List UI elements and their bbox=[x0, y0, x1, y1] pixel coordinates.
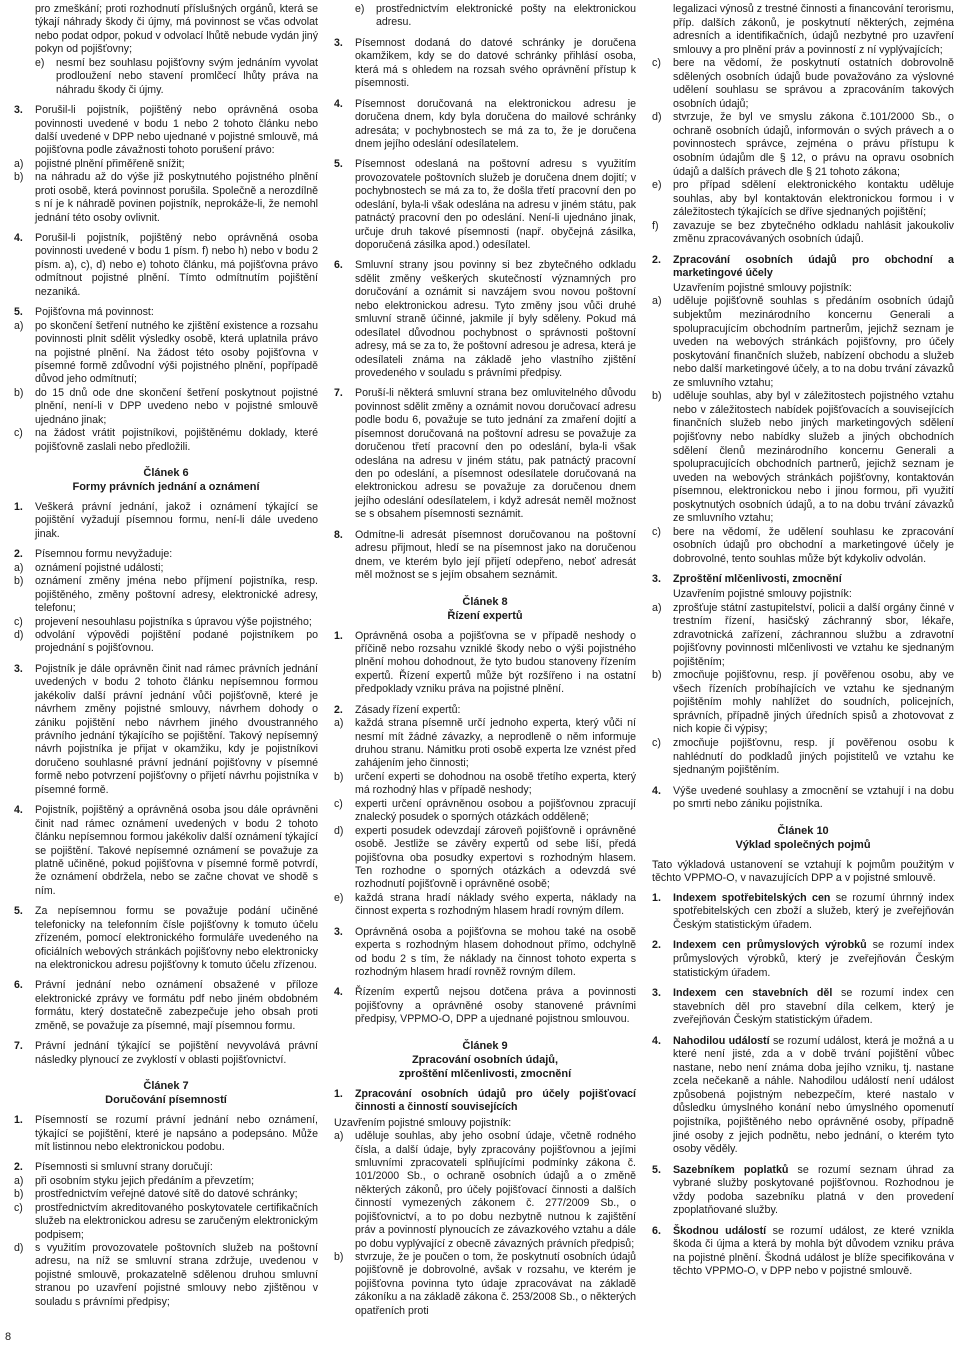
list-item: d) stvrzuje, že byl ve smyslu zákona č.101/2000 Sb., o ochraně osobních údajů, informován o svých právech a o povinnostech správce, zejména o právu přístupu k osobním údajům dle § 12, o právu na opravu osobních údajů a dalších právech dle § 21 tohoto zákona; bbox=[652, 111, 954, 178]
article-10-heading: Článek 10 Výklad společných pojmů bbox=[735, 824, 871, 851]
list-item: c) projevení nesouhlasu pojistníka s úpravou výše pojistného; bbox=[14, 615, 312, 628]
clause-9-1: 1. Zpracování osobních údajů pro účely pojišťovací činnosti a činností souvisejících bbox=[334, 1087, 636, 1114]
clause-4: 4. Porušil-li pojistník, pojištěný nebo oprávněná osoba povinnosti uvedené v bodu 1 písm. f) nebo h) nebo v bodu 2 písm. a), c), d) nebo e) tohoto článku, má pojišťovna právo odmítnout pojistné plnění. Tímto odmítnutím pojištění nezaniká. bbox=[14, 232, 318, 298]
list-item: c) prostřednictvím akreditovaného poskytovatele certifikačních služeb na elektronickou adresu se zaručeným elektronickým podpisem; bbox=[14, 1201, 318, 1241]
clause-8-2: 2. Zásady řízení expertů: a) každá strana písemně určí jednoho experta, který vůči ní nesmí mít žádné závazky, a neprodleně o něm informuje druhou stranu. Námitku proti osobě experta lze vznést před zahájením jeho činnosti; b) určení experti se dohodnou na osobě třetího experta, který má rozhodný hlas v případě neshody; c) experti určení oprávněnou osobou a pojišťovnou zpracují znalecký posudek o sporných otázkách odděleně; d) experti posudek odevzdají zároveň pojišťovně i oprávněné osobě. Jestliže se závěry expertů od sebe liší, předá pojišťovna oba posudky expertovi s rozhodným hlasem. Ten rozhodne o sporných otázkách a odevzdá své rozhodnutí pojišťovně i oprávněné osobě; e) každá strana hradí náklady svého experta, náklady na činnost experta s rozhodným hlasem hradí rovným dílem. bbox=[334, 703, 636, 918]
column-right bbox=[652, 3, 954, 1286]
list-item: c) bere na vědomí, že udělení souhlasu ke zpracování osobních údajů pro obchodní a marketingové účely je dobrovolné, tento souhlas může být kdykoliv odvolán. bbox=[652, 525, 954, 565]
clause-7-1: 1. Písemností se rozumí právní jednání nebo oznámení, týkající se pojištění, které je napsáno a podepsáno. Může mít listinnou nebo elektronickou podobu. bbox=[14, 1114, 318, 1153]
definition-1: 1. Indexem spotřebitelských cen se rozumí úhrnný index spotřebitelských cen zboží a služeb, který je zveřejňován Českým statistickým úřadem. bbox=[652, 891, 954, 931]
column-middle bbox=[334, 3, 636, 1318]
definition-6: 6. Škodnou událostí se rozumí událost, ze které vznikla škoda či újma a která by mohla být důvodem vzniku práva na pojistné plnění. Škodná událost je blíže specifikována v těchto VPPMO-O, v DPP nebo v pojistné smlouvě. bbox=[652, 1224, 955, 1278]
column-left bbox=[14, 3, 318, 1316]
list-item: b) zmocňuje pojišťovnu, resp. jí pověřenou osobu, aby ve všech řízeních probíhajících ve vztahu ke sjednaným pojištěním mohly nahlížet do soudních, policejních, správních, případně jiných úředních spisů a zhotovovat z nich kopie či výpisy; bbox=[652, 669, 954, 736]
clause-6-3: 3. Pojistník je dále oprávněn činit nad rámec právních jednání uvedených v bodu 2 tohoto článku nepísemnou formou jakékoliv další právní jednání vůči pojišťovně, které je návrhem změny pojistné smlouvy, návrhem dohody o zániku pojištění nebo návrhem jiného dvoustranného právního jednání týkajícího se pojištění. Takový nepísemný návrh pojistníka je přijat v okamžiku, kdy je pojistníkovi doručeno souhlasné právní jednání pojišťovny v písemné formě nebo potvrzení pojišťovny o přijetí návrhu pojistníka v písemné formě. bbox=[14, 662, 318, 796]
list-item: d) experti posudek odevzdají zároveň pojišťovně i oprávněné osobě. Jestliže se závěry expertů od sebe liší, předá pojišťovna oba posudky expertovi s rozhodným hlasem. Ten rozhodne o sporných otázkách a odevzdá své rozhodnutí pojišťovně i oprávněné osobě; bbox=[334, 824, 636, 891]
definition-5: 5. Sazebníkem poplatků se rozumí seznam úhrad za vybrané služby poskytované pojišťovnou. Rozhodnou je vždy podoba sazebníku platná v den provedení zpoplatňované služby. bbox=[652, 1163, 954, 1217]
intro-text: Tato výkladová ustanovení se vztahují k pojmům použitým v těchto VPPMO-O, v navazujících DPP a v pojistné smlouvě. bbox=[652, 858, 954, 885]
list-item: b) stvrzuje, že je poučen o tom, že poskytnutí osobních údajů pojišťovně je dobrovolné, avšak v rozsahu, ve kterém je pojišťovna povinna tyto údaje zpracovávat na základě zákoníku a na základě zákona č. 253/2008 Sb., o některých opatřeních proti bbox=[334, 1251, 636, 1317]
article-6-heading: Článek 6 Formy právních jednání a oznámení bbox=[72, 467, 260, 493]
clause-7-5: 5. Písemnost odeslaná na poštovní adresu s využitím provozovatele poštovních služeb je doručena dnem dojití; v pochybnostech se má za to, že došla třetí pracovní den po odeslání, byla-li však odeslána na adresu v jiném státu, pak patnáctý pracovní den po odeslání. Není-li ujednáno jinak, určuje druh takové písemnosti (např. obyčejná zásilka, doporučená zásilka apod.) odesílatel. bbox=[334, 158, 636, 251]
continued-text: pro zmeškání; proti rozhodnutí příslušných orgánů, která se týkají náhrady škody či újmy, má povinnost se včas odvolat nebo podat odpor, pokud v odvolací lhůtě nebude vydán jiný pokyn od pojišťovny; e) nesmí bez souhlasu pojišťovny svým jednáním vyvolat prodloužení nebo stavení promlčecí lhůty práva na náhradu škody či újmy. bbox=[35, 3, 318, 96]
list-item: b) na náhradu až do výše již poskytnutého pojistného plnění proti osobě, která povinnost porušila. Společně a nerozdílně s ní je k náhradě povinen pojistník, neprokáže-li, že nemohl jednání této osoby ovlivnit. bbox=[14, 171, 318, 224]
page-number: 8 bbox=[5, 1331, 12, 1343]
list-item: a) při osobním styku jejich předáním a převzetím; bbox=[14, 1174, 255, 1187]
list-item: a) oznámení pojistné události; bbox=[14, 561, 164, 574]
list-item: c) na žádost vrátit pojistníkovi, pojištěnému doklady, které pojišťovně zaslali nebo předložili. bbox=[14, 427, 318, 453]
continued-text bbox=[334, 3, 636, 30]
list-item: e) pro případ sdělení elektronického kontaktu uděluje souhlas, aby byl kontaktován elektronickou formou i v záležitostech týkajících se dříve sjednaných pojištění; bbox=[652, 179, 954, 219]
definition-4: 4. Nahodilou událostí se rozumí událost, která je možná a u které není jisté, zda a v době trvání pojištění vůbec nastane, nebo není známa doba jejího vzniku, tj. nastane zcela nečekaně a náhle. Nahodilou událostí není událost způsobená pojistným nebezpečím, které nastalo v důsledku úmyslného konání nebo úmyslného opomenutí pojistníka, pojištěného nebo oprávněné osoby, případně jiné osoby z jejich podnětu, nebo jednání, o kterém tyto osoby věděly. bbox=[652, 1034, 954, 1156]
clause-8-1: 1. Oprávněná osoba a pojišťovna se v případě neshody o příčině nebo rozsahu vzniklé škody nebo o výši pojistného plnění mohou dohodnout, že tyto budou stanoveny řízením expertů. Řízení expertů může být rozšířeno i na ostatní předpoklady vzniku práva na pojistné plnění. bbox=[334, 629, 636, 696]
definition-2: 2. Indexem cen průmyslových výrobků se rozumí index průmyslových výrobků, který je zveřejňován Českým statistickým úřadem. bbox=[652, 939, 954, 979]
clause-7-7: 7. Poruší-li některá smluvní strana bez omluvitelného důvodu povinnost sdělit změny a oznámit novou doručovací adresu podle bodu 6, považuje se tuto jednání za zmaření dojití a písemnost doručovaná na poštovní adresu se považuje za doručenou třetí pracovní den po odeslání, byla-li však odeslána na adresu v jiném státu, pak patnáctý pracovní den po odeslání, a písemnost odesílatele doručovaná na elektronickou adresu se považuje za doručenou dnem jejího odeslání odesílatelem, i když adresát neměl možnost se s obsahem písemnosti seznámit. bbox=[334, 387, 636, 521]
list-item: a) zprošťuje státní zastupitelství, policii a další orgány činné v trestním řízení, hasičský záchranný sbor, lékaře, zdravotnická zařízení, záchrannou službu a zdravotní pojišťovny povinnosti mlčenlivosti ve vztahu ke sjednaným pojištěním; bbox=[652, 601, 954, 668]
clause-7-6: 6. Smluvní strany jsou povinny si bez zbytečného odkladu sdělit změny veškerých skutečností významných pro doručování a oznámit si navzájem svou novou poštovní nebo elektronickou adresu. Tyto změny jsou vůči druhé smluvní straně účinné, jakmile jí byly sděleny. Pokud má odesílatel důvodnou pochybnost o správnosti poštovní adresy, má se za to, že poštovní adresou je adresa, která je odesílateli známa na základě jeho vlastního zjištění provedeného v souladu s právními předpisy. bbox=[334, 259, 636, 379]
list-item: f) zavazuje se bez zbytečného odkladu nahlásit jakoukoliv změnu zpracovávaných osobních údajů. bbox=[652, 219, 954, 246]
intro-text: Uzavřením pojistné smlouvy pojistník: bbox=[334, 1116, 512, 1129]
list-item: b) prostřednictvím veřejné datové sítě do datové schránky; bbox=[14, 1188, 298, 1201]
list-item: c) experti určení oprávněnou osobou a pojišťovnou zpracují znalecký posudek o sporných otázkách odděleně; bbox=[334, 797, 636, 824]
list-item: e) každá strana hradí náklady svého experta, náklady na činnost experta s rozhodným hlasem hradí rovným dílem. bbox=[334, 891, 636, 918]
list-item: b) určení experti se dohodnou na osobě třetího experta, který má rozhodný hlas v případě neshody; bbox=[334, 770, 636, 797]
clause-7-3: 3. Písemnost dodaná do datové schránky je doručena okamžikem, kdy se do datové schránky přihlásí osoba, která má s ohledem na rozsah svého oprávnění přístup k písemnosti. bbox=[334, 36, 636, 90]
continued-text: legalizaci výnosů z trestné činnosti a financování terorismu, příp. dalších zákonů, je poskytnutí některých, zejména adresních a identifikačních, údajů nezbytné pro uzavření smlouvy a pro plnění práv a povinností z ní vyplývajících; bbox=[673, 3, 954, 56]
list-item: a) každá strana písemně určí jednoho experta, který vůči ní nesmí mít žádné závazky, a neprodleně o něm informuje druhou stranu. Námitku proti osobě experta lze vznést před zahájením jeho činnosti; bbox=[334, 717, 636, 770]
clause-6-1: 1. Veškerá právní jednání, jakož i oznámení týkající se pojištění vyžadují písemnou formu, není-li dále uvedeno jinak. bbox=[14, 501, 318, 540]
clause-6-4: 4. Pojistník, pojištěný a oprávněná osoba jsou dále oprávněni činit nad rámec oznámení uvedených v bodu 2 tohoto článku nepísemnou formou jakékoliv další oznámení týkající se pojištění. Takové nepísemné oznámení se považuje za platně učiněné, pokud pojišťovna v písemné formě potvrdí, že oznámení obdržela, nebo se začne chovat ve shodě s ním. bbox=[14, 804, 318, 897]
clause-8-4: 4. Řízením expertů nejsou dotčena práva a povinnosti pojišťovny a oprávněné osoby stanovené právními předpisy, VPPMO-O, DPP a ujednané pojistnou smlouvou. bbox=[334, 986, 636, 1026]
clause-body: Uzavřením pojistné smlouvy pojistník: a) zprošťuje státní zastupitelství, policii a další orgány činné v trestním řízení, hasičský záchranný sbor, lékaře, zdravotnická zařízení, záchrannou službu a zdravotní pojišťovny povinnosti mlčenlivosti ve vztahu ke sjednaným pojištěním; b) zmocňuje pojišťovnu, resp. jí pověřenou osobu, aby ve všech řízeních probíhajících ve vztahu ke sjednaným pojištěním mohly nahlížet do soudních, policejních, správních, případně jiných úředních spisů a zhotovovat z nich kopie či výpisy; c) zmocňuje pojišťovnu, resp. jí pověřenou osobu k nahlédnutí do podkladů jiných pojistitelů ve vztahu ke sjednaným pojištěním. bbox=[652, 587, 954, 777]
clause-body: Uzavřením pojistné smlouvy pojistník: a) uděluje pojišťovně souhlas s předáním osobních údajů subjektům mezinárodního koncernu Generali a spolupracujícím obchodním partnerům, jejichž seznam je uveden na webových stránkách pojišťovny, pro účely poskytování finančních služeb, nabízení obchodu a služeb nebo další marketingové účely, a to na dobu trvání závazků ze smluvního vztahu; b) uděluje souhlas, aby byl v záležitostech pojistného vztahu nebo v záležitostech nabídek pojišťovacích a souvisejících finančních služeb nebo jiných marketingových sdělení pojišťovny nebo nabídky služeb a jiných obchodních sdělení členů mezinárodního koncernu Generali a spolupracujících obchodních partnerů, jejichž seznam je uveden na webových stránkách pojišťovny, kontaktován písemnou, elektronickou nebo i jinou formou, při využití poskytnutých osobních údajů, a to na dobu trvání závazků ze smluvního vztahu; c) bere na vědomí, že udělení souhlasu ke zpracování osobních údajů pro obchodní a marketingové účely je dobrovolné, tento souhlas může být kdykoliv odvolán. bbox=[652, 281, 954, 565]
clause-7-4: 4. Písemnost doručovaná na elektronickou adresu je doručena dnem, kdy byla doručena do mailové schránky adresáta; v pochybnostech se má za to, že je doručena dnem jejího odeslání odesílatelem. bbox=[334, 97, 636, 150]
clause-9-2: 2. Zpracování osobních údajů pro obchodní a marketingové účely bbox=[652, 253, 954, 280]
list-item: d) s využitím provozovatele poštovních služeb na poštovní adresu, na níž se smluvní strana zdržuje, uvedenou v pojistné smlouvě, prokazatelně sdělenou druhou smluvní stranou po uzavření pojistné smlouvy nebo zjištěnou v souladu s právními předpisy; bbox=[14, 1242, 318, 1308]
clause-8-3: 3. Oprávněná osoba a pojišťovna se mohou také na osobě experta s rozhodným hlasem dohodnout přímo, odchylně od bodu 2 s tím, že náklady na činnost tohoto experta s rozhodným hlasem hradí rovněž rovným dílem. bbox=[334, 925, 636, 978]
list-item: a) pojistné plnění přiměřeně snížit; bbox=[14, 157, 185, 170]
clause-7-2: 2. Písemnosti si smluvní strany doručují: a) při osobním styku jejich předáním a převzetím; b) prostřednictvím veřejné datové sítě do datové schránky; c) prostřednictvím akreditovaného poskytovatele certifikačních služeb na elektronickou adresu se zaručeným elektronickým podpisem; d) s využitím provozovatele poštovních služeb na poštovní adresu, na níž se smluvní strana zdržuje, uvedenou v pojistné smlouvě, prokazatelně sdělenou druhou smluvní stranou po uzavření pojistné smlouvy nebo zjištěnou v souladu s právními předpisy; bbox=[14, 1161, 318, 1308]
clause-6-5: 5. Za nepísemnou formu se považuje podání učiněné telefonicky na telefonním čísle pojišťovny k tomuto účelu zřízeném, pomocí elektronického formuláře uvedeného na oficiálních webových stránkách pojišťovny nebo elektronicky na elektronickou adresu pojišťovny k tomuto účelu zřízenou. bbox=[14, 905, 318, 971]
article-8-heading: Článek 8 Řízení expertů bbox=[447, 595, 523, 622]
list-item: a) uděluje souhlas, aby jeho osobní údaje, včetně rodného čísla, a další údaje, byly zpracovány pojišťovnou a jejími smluvními zpracovateli splňujícími podmínky zákona č. 101/2000 Sb., o ochraně osobních údajů a o změně některých zákonů, pro účely pojišťovací činnosti a dalších činností vymezených zákonem č. 277/2009 Sb., o pojišťovnictví, a to po dobu nezbytně nutnou k zajištění práv a povinností plynoucích ze závazkového vztahu a dále po dobu vyplývající z obecně závazných právních předpisů; bbox=[334, 1130, 636, 1250]
clause-9-4: 4. Výše uvedené souhlasy a zmocnění se vztahují i na dobu po smrti nebo zániku pojistníka. bbox=[652, 784, 954, 811]
list-item: e) prostřednictvím elektronické pošty na elektronickou adresu. bbox=[355, 3, 636, 29]
list-item: d) odvolání výpovědi pojištění podané pojistníkem po projednání s pojišťovnou. bbox=[14, 628, 318, 655]
clause-9-3: 3. Zproštění mlčenlivosti, zmocnění bbox=[652, 573, 842, 586]
clause-3: 3. Porušil-li pojistník, pojištěný nebo oprávněná osoba povinnosti uvedené v bodu 1 nebo 2 tohoto článku nebo další uvedené v DPP nebo ujednané v pojistné smlouvě, má pojišťovna podle závažnosti tohoto porušení právo: a) pojistné plnění přiměřeně snížit; b) na náhradu až do výše již poskytnutého pojistného plnění proti osobě, která povinnost porušila. Společně a nerozdílně s ní je k náhradě povinen pojistník, neprokáže-li, že nemohl jednání této osoby ovlivnit. bbox=[14, 104, 318, 224]
clause-6-6: 6. Právní jednání nebo oznámení obsažené v příloze elektronické zprávy ve formátu pdf nebo jiném obdobném formátu, který dostatečně zabezpečuje jeho obsah proti změně, se považuje za písemné, mají písemnou formu. bbox=[14, 979, 318, 1032]
list-item: a) uděluje pojišťovně souhlas s předáním osobních údajů subjektům mezinárodního koncernu Generali a spolupracujícím obchodním partnerům, jejichž seznam je uveden na webových stránkách pojišťovny, pro účely poskytování finančních služeb, nabízení obchodu a služeb nebo další marketingové účely, a to na dobu trvání závazků ze smluvního vztahu; bbox=[652, 295, 954, 389]
list-item: b) uděluje souhlas, aby byl v záležitostech pojistného vztahu nebo v záležitostech nabídek pojišťovacích a souvisejících finančních služeb nebo jiných marketingových sdělení pojišťovny nebo nabídky služeb a jiných obchodních sdělení členů mezinárodního koncernu Generali a spolupracujících obchodních partnerů, jejichž seznam je uveden na webových stránkách pojišťovny, kontaktován písemnou, elektronickou nebo i jinou formou, při využití poskytnutých osobních údajů, a to na dobu trvání závazků ze smluvního vztahu; bbox=[652, 390, 954, 525]
list-item: c) zmocňuje pojišťovnu, resp. jí pověřenou osobu k nahlédnutí do podkladů jiných pojistitelů ve vztahu ke sjednaným pojištěním. bbox=[652, 736, 954, 777]
list-item: c) bere na vědomí, že poskytnutí ostatních dobrovolně sdělených osobních údajů bude považováno za výslovné udělení souhlasu se správou a zpracováním takových osobních údajů; bbox=[652, 57, 954, 110]
article-7-heading: Článek 7 Doručování písemností bbox=[105, 1080, 227, 1107]
article-9-heading: Článek 9 Zpracování osobních údajů, zproštění mlčenlivosti, zmocnění bbox=[398, 1039, 572, 1080]
list-item: a) po skončení šetření nutného ke zjištění existence a rozsahu povinnosti plnit sdělit výsledky osobě, která uplatnila právo na pojistné plnění. Na žádost této osoby pojišťovna v písemné formě zdůvodní výši pojistného plnění, popřípadě důvod jeho odmítnutí; bbox=[14, 319, 318, 386]
clause-6-7: 7. Právní jednání týkající se pojištění nevyvolává právní následky plynoucí ze zvyklostí v oblasti pojišťovnictví. bbox=[14, 1040, 318, 1066]
clause-6-2: 2. Písemnou formu nevyžaduje: a) oznámení pojistné události; b) oznámení změny jména nebo příjmení pojistníka, resp. pojištěného, změny poštovní adresy, elektronické adresy, telefonu; c) projevení nesouhlasu pojistníka s úpravou výše pojistného; d) odvolání výpovědi pojištění podané pojistníkem po projednání s pojišťovnou. bbox=[14, 548, 318, 655]
definition-3: 3. Indexem cen stavebních děl se rozumí index cen stavebních děl pro stavební díla celkem, který je zveřejňován Českým statistickým úřadem. bbox=[652, 987, 955, 1027]
clause-5: 5. Pojišťovna má povinnost: a) po skončení šetření nutného ke zjištění existence a rozsahu povinnosti plnit sdělit výsledky osobě, která uplatnila právo na pojistné plnění. Na žádost této osoby pojišťovna v písemné formě zdůvodní výši pojistného plnění, popřípadě důvod jeho odmítnutí; b) do 15 dnů ode dne skončení šetření poskytnout pojistné plnění, není-li v DPP uvedeno nebo v pojistné smlouvě ujednáno jinak; c) na žádost vrátit pojistníkovi, pojištěnému doklady, které pojišťovně zaslali nebo předložili. bbox=[14, 306, 318, 453]
list-item: b) oznámení změny jména nebo příjmení pojistníka, resp. pojištěného, změny poštovní adresy, elektronické adresy, telefonu; bbox=[14, 575, 318, 615]
list-item: b) do 15 dnů ode dne skončení šetření poskytnout pojistné plnění, není-li v DPP uvedeno nebo v pojistné smlouvě ujednáno jinak; bbox=[14, 386, 318, 426]
clause-7-8: 8. Odmítne-li adresát písemnost doručovanou na poštovní adresu přijmout, hledí se na písemnost jako na doručenou dnem, ve kterém bylo její přijetí odepřeno, neboť adresát měl možnost se s jejím obsahem seznámit. bbox=[334, 528, 636, 582]
list-item: e) nesmí bez souhlasu pojišťovny svým jednáním vyvolat prodloužení nebo stavení promlčecí lhůty práva na náhradu škody či újmy. bbox=[35, 56, 318, 96]
